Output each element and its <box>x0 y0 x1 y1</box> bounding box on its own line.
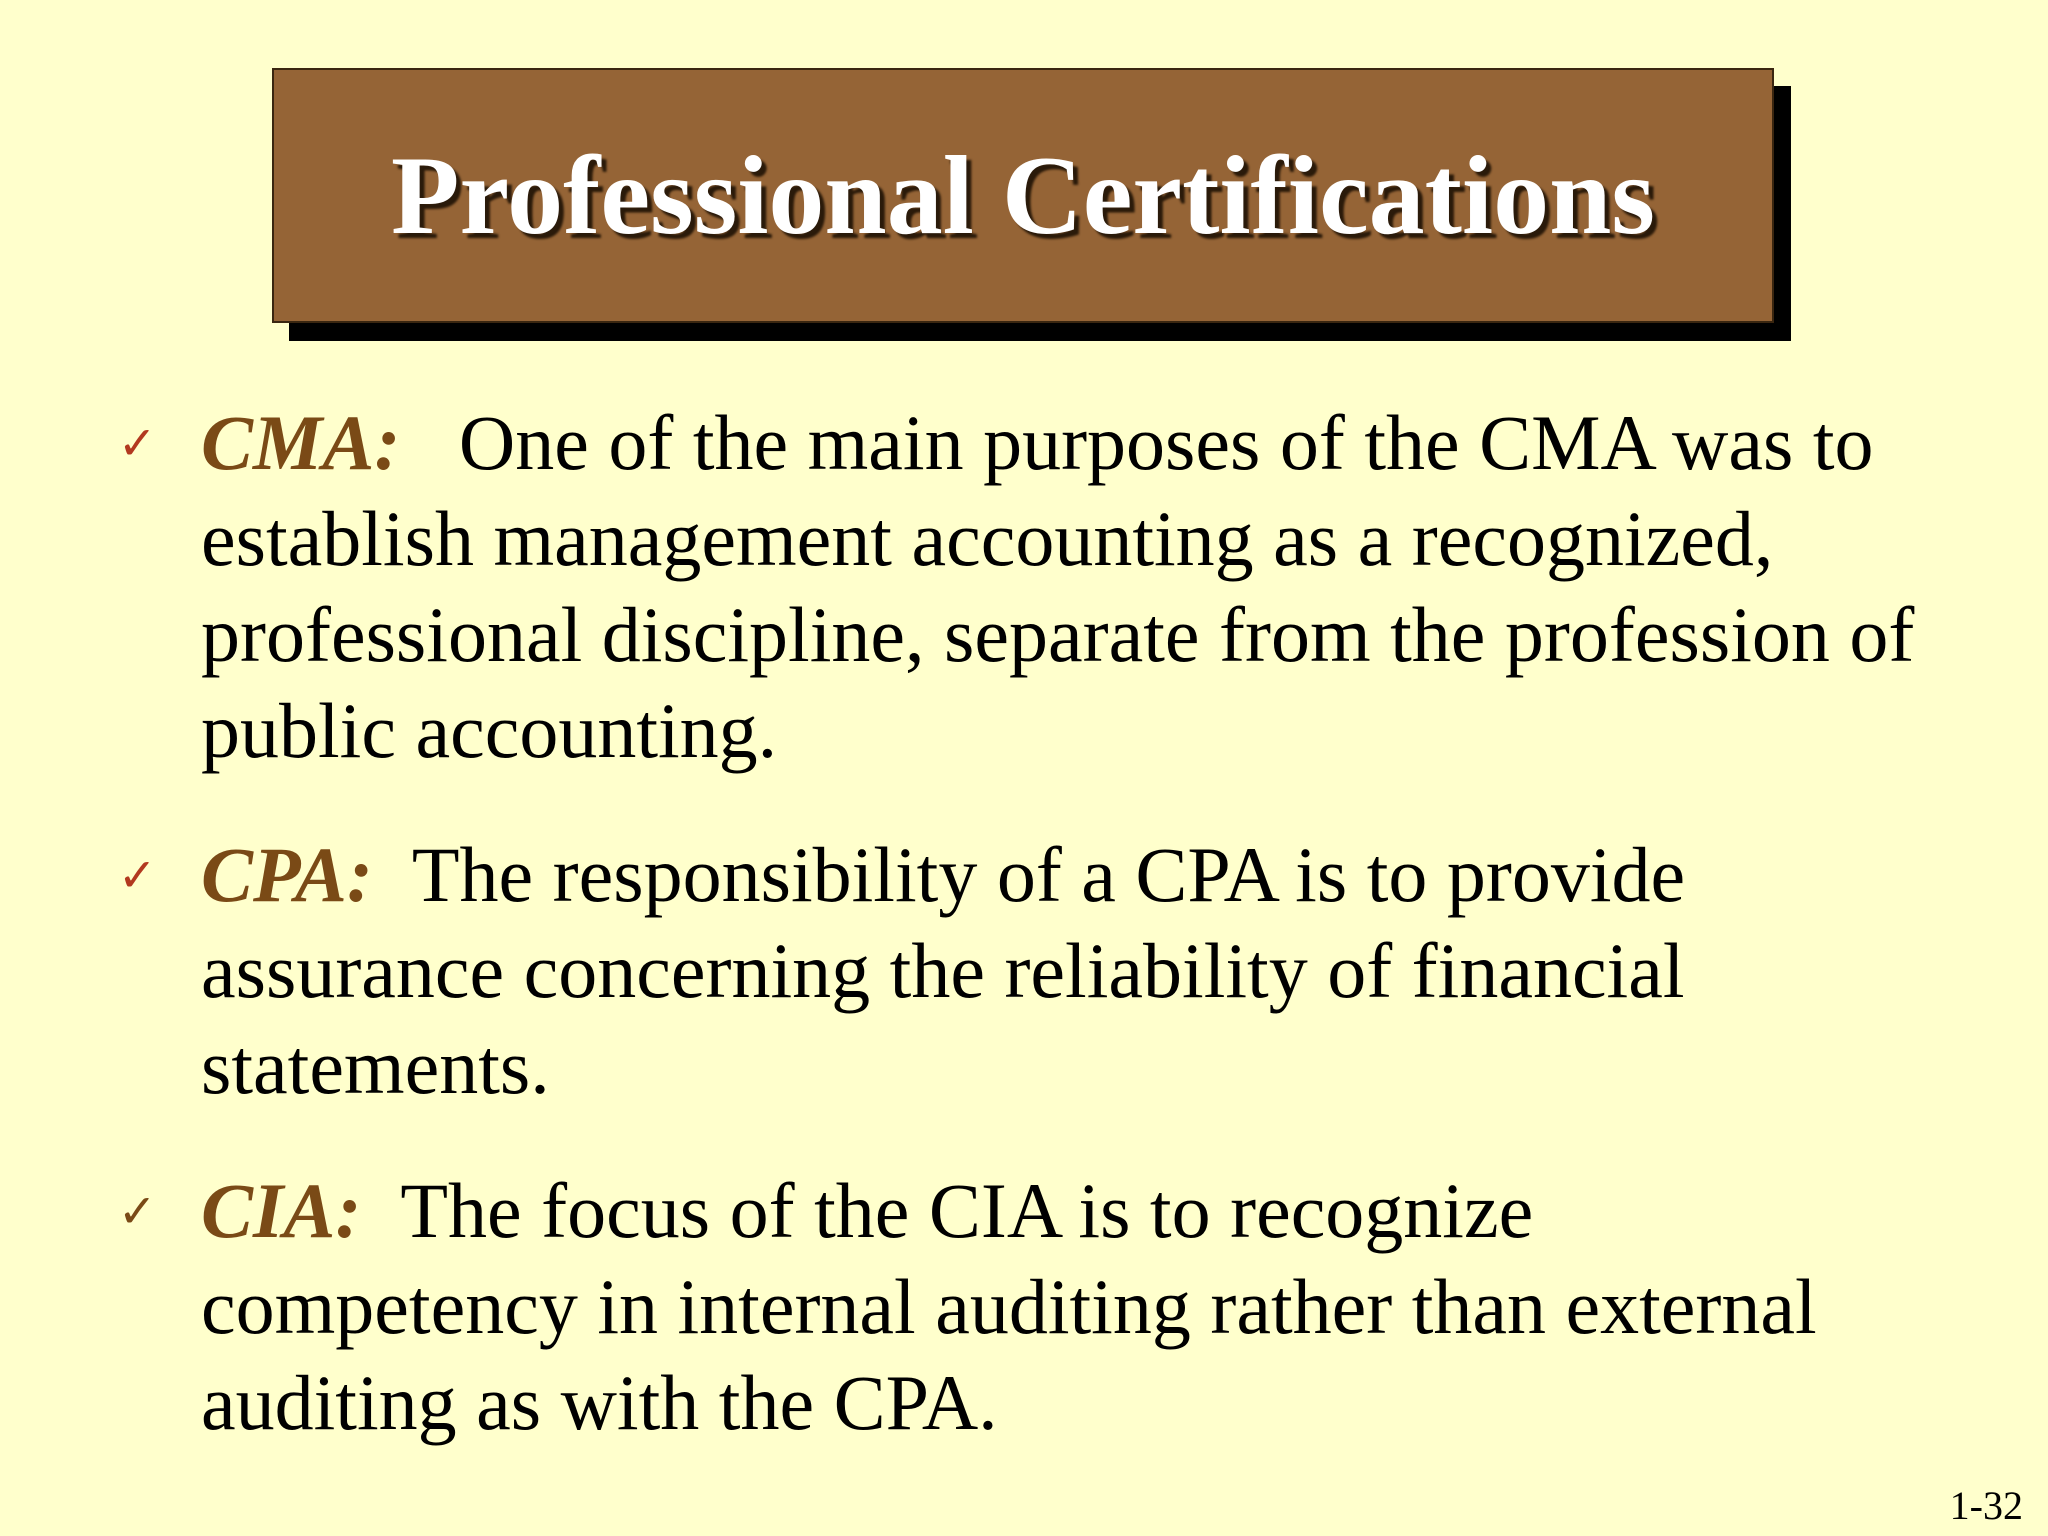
bullet-cma <box>118 395 1918 779</box>
bullet-term: CMA: <box>201 399 401 486</box>
checkmark-icon: ✓ <box>118 416 157 470</box>
bullet-text: The focus of the CIA is to recognize competency in internal auditing rather than external auditing as with the CPA. <box>201 1167 1817 1446</box>
bullet-list <box>118 395 1918 1499</box>
page-number: 1-32 <box>1949 1483 2023 1528</box>
bullet-text: One of the main purposes of the CMA was to establish management accounting as a recognized, professional discipline, separate from the profession of public accounting. <box>201 399 1915 774</box>
slide-title: Professional Certifications <box>391 133 1655 258</box>
bullet-term: CPA: <box>201 831 373 918</box>
checkmark-icon: ✓ <box>118 848 157 902</box>
bullet-term: CIA: <box>201 1167 362 1254</box>
bullet-cpa <box>118 827 1918 1115</box>
bullet-text: The responsibility of a CPA is to provide assurance concerning the reliability of financial statements. <box>201 831 1686 1110</box>
checkmark-icon: ✓ <box>118 1184 157 1238</box>
bullet-cia <box>118 1163 1918 1451</box>
title-box <box>272 68 1774 323</box>
